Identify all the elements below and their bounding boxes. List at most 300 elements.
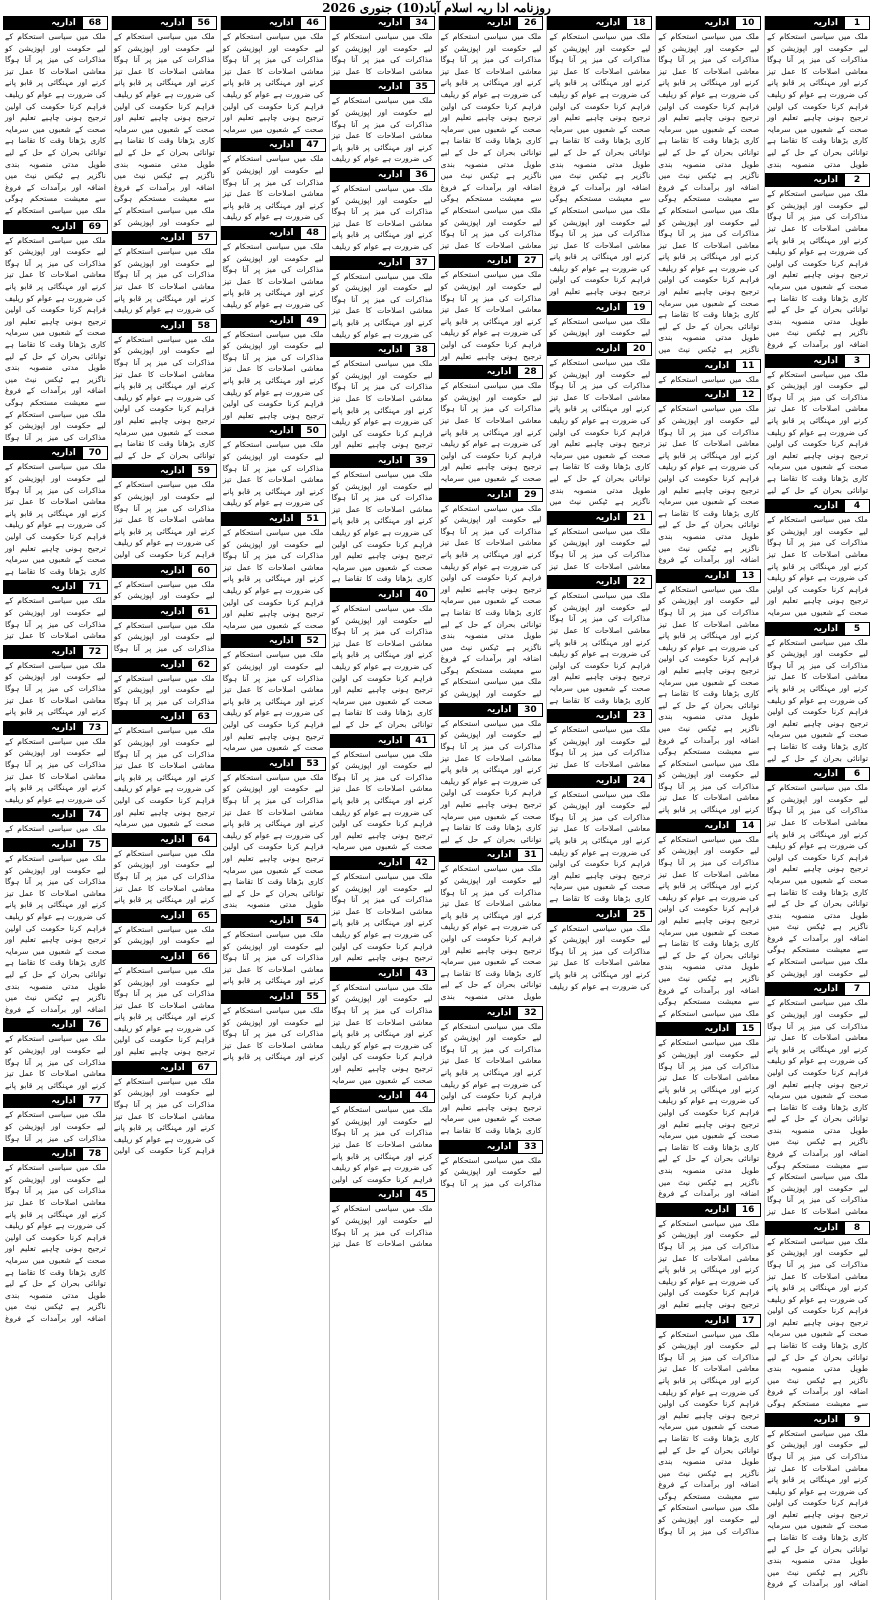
editorial-number: 58 [191, 319, 217, 333]
editorial-text: ملک میں سیاسی استحکام کے لیے حکومت اور اپوزیشن کو مذاکرات کی میز پر آنا ہوگا معاشی اصلاحات کا عمل تیز کرنے اور مہنگائی پر قابو پانے کی ضرورت ہے عوام کو ریلیف [222, 241, 324, 309]
editorial-header [656, 1314, 761, 1328]
editorial-item [112, 833, 217, 906]
editorial-header [656, 359, 761, 373]
editorial-header [3, 721, 108, 735]
editorial-header [439, 703, 544, 717]
newspaper-column [655, 16, 761, 1600]
editorial-text: ملک میں سیاسی استحکام کے لیے حکومت اور اپوزیشن کو مذاکرات کی میز پر آنا ہوگا معاشی اصلاحات کا عمل تیز کرنے اور مہنگائی پر قابو پانے کی ضرورت ہے عوام کو ریلیف فراہم کرنا حکومت کی اولین ترجیح ہونی چاہیے تعلیم اور صحت کے شعبوں میں سرمایہ کاری بڑھانا وقت کا تقاضا ہے توانائی بحران کے حل کے لیے طویل مدتی منصوبہ بندی ناگزیر ہے ٹیکس نیٹ میں اضافہ اور برآمدات کے فروغ [658, 1038, 760, 1199]
editorial-number: 37 [409, 256, 435, 270]
editorial-text: ملک میں سیاسی استحکام کے لیے حکومت اور اپوزیشن کو مذاکرات کی میز پر آنا ہوگا معاشی اصلاحات کا عمل تیز [331, 1204, 433, 1249]
newspaper-column [3, 16, 108, 1600]
editorial-item [112, 658, 217, 708]
editorial-text: ملک میں سیاسی استحکام کے لیے حکومت اور اپوزیشن کو [113, 579, 215, 601]
editorial-number: 40 [409, 588, 435, 602]
editorial-text: ملک میں سیاسی استحکام کے لیے حکومت اور اپوزیشن کو مذاکرات کی میز پر آنا ہوگا معاشی اصلاحات کا عمل تیز کرنے اور مہنگائی پر قابو پانے کی ضرورت ہے عوام کو ریلیف فراہم کرنا حکومت کی اولین ترجیح ہونی چاہیے تعلیم اور [658, 1218, 760, 1309]
editorial-item [3, 580, 108, 641]
editorial-label: اداریہ [51, 839, 76, 850]
editorial-number: 33 [517, 1140, 543, 1154]
editorial-header [221, 138, 326, 152]
editorial-text: ملک میں سیاسی استحکام کے لیے حکومت اور اپوزیشن کو مذاکرات کی میز پر آنا ہوگا معاشی اصلاحات کا عمل تیز کرنے اور مہنگائی پر قابو پانے کی ضرورت ہے عوام کو ریلیف فراہم کرنا حکومت کی اولین [113, 1076, 215, 1156]
editorial-item [330, 343, 435, 451]
editorial-header [439, 365, 544, 379]
editorial-number: 54 [300, 914, 326, 928]
editorial-number: 75 [82, 838, 108, 852]
editorial-header [3, 16, 108, 30]
editorial-label: اداریہ [160, 659, 185, 670]
editorial-number: 22 [626, 575, 652, 589]
editorial-number: 50 [300, 424, 326, 438]
editorial-item [656, 569, 761, 816]
editorial-text: ملک میں سیاسی استحکام کے لیے حکومت اور اپوزیشن کو مذاکرات کی میز پر آنا ہوگا معاشی اصلاحات کا عمل تیز کرنے اور مہنگائی پر قابو پانے کی ضرورت ہے عوام کو ریلیف فراہم کرنا حکومت کی اولین ترجیح ہونی چاہیے تعلیم اور [113, 965, 215, 1057]
editorial-text: ملک میں سیاسی استحکام کے لیے حکومت اور اپوزیشن کو مذاکرات کی میز پر آنا ہوگا معاشی اصلاحات کا عمل تیز کرنے اور مہنگائی پر قابو پانے کی ضرورت ہے عوام کو ریلیف فراہم کرنا حکومت کی اولین ترجیح ہونی چاہیے تعلیم اور صحت کے شعبوں میں سرمایہ کاری بڑھانا وقت کا تقاضا ہے توانائی بحران کے حل کے لیے طویل مدتی منصوبہ بندی ناگزیر ہے ٹیکس نیٹ میں اضافہ اور برآمدات کے فروغ [767, 189, 868, 349]
editorial-number: 60 [191, 564, 217, 578]
editorial-label: اداریہ [377, 257, 403, 268]
page-title: روزنامہ ادا ریہ اسلام آباد(10) جنوری 2026 [322, 1, 551, 15]
editorial-header [221, 16, 326, 30]
editorial-text: ملک میں سیاسی استحکام کے لیے حکومت اور اپوزیشن کو مذاکرات کی میز پر آنا ہوگا معاشی اصلاحات کا عمل تیز کرنے اور مہنگائی پر قابو پانے کی ضرورت ہے عوام کو ریلیف فراہم کرنا حکومت کی اولین ترجیح ہونی چاہیے تعلیم اور صحت کے شعبوں میں سرمایہ کاری بڑھانا وقت کا تقاضا ہے توانائی بحران کے حل کے لیے [767, 637, 868, 763]
editorial-header [112, 909, 217, 923]
editorial-number: 26 [517, 16, 543, 30]
editorial-text: ملک میں سیاسی استحکام کے لیے حکومت اور اپوزیشن کو مذاکرات کی میز پر آنا ہوگا معاشی اصلاحات کا عمل تیز کرنے اور مہنگائی پر قابو پانے کی ضرورت ہے عوام کو ریلیف فراہم کرنا حکومت کی اولین ترجیح ہونی چاہیے تعلیم اور صحت کے شعبوں میں سرمایہ کاری بڑھانا وقت کا تقاضا ہے توانائی بحران کے حل کے لیے طویل مدتی منصوبہ بندی ناگزیر ہے ٹیکس نیٹ میں اضافہ اور برآمدات کے فروغ سے معیشت مستحکم ہوگی ملک میں سیاسی استحکام کے لیے حکومت اور اپوزیشن کو مذاکرات کی میز پر آنا ہوگا معاشی اصلاحات کا عمل تیز کرنے اور مہنگائی پر قابو پانے کی ضرورت ہے عوام کو ریلیف فراہم کرنا حکومت کی اولین ترجیح ہونی چاہیے تعلیم اور صحت کے شعبوں میں سرمایہ کاری بڑھانا وقت کا تقاضا ہے توانائی بحران کے حل کے لیے طویل مدتی منصوبہ بندی ناگزیر ہے ٹیکس نیٹ میں [658, 32, 760, 355]
editorial-text: ملک میں سیاسی استحکام کے لیے حکومت اور اپوزیشن کو مذاکرات کی میز پر آنا ہوگا معاشی اصلاحات کا عمل تیز [331, 32, 433, 76]
editorial-text: ملک میں سیاسی استحکام کے لیے حکومت اور اپوزیشن کو مذاکرات کی میز پر آنا ہوگا معاشی اصلاحات کا عمل تیز کرنے اور مہنگائی پر قابو پانے کی ضرورت ہے عوام کو ریلیف فراہم کرنا حکومت کی اولین [331, 1105, 433, 1184]
editorial-header [112, 231, 217, 245]
editorial-header [765, 982, 870, 996]
editorial-number: 34 [409, 16, 435, 30]
editorial-number: 68 [82, 16, 108, 30]
editorial-item [439, 1140, 544, 1190]
editorial-label: اداریہ [704, 1204, 730, 1215]
editorial-text: ملک میں سیاسی استحکام کے لیے حکومت اور اپوزیشن کو مذاکرات کی میز پر آنا ہوگا [440, 1155, 542, 1188]
editorial-number: 3 [844, 354, 870, 368]
editorial-number: 4 [844, 499, 870, 513]
editorial-label: اداریہ [595, 909, 621, 920]
editorial-number: 7 [844, 982, 870, 996]
editorial-number: 15 [735, 1022, 761, 1036]
editorial-number: 64 [191, 833, 217, 847]
editorial-number: 66 [191, 950, 217, 964]
editorial-header [765, 354, 870, 368]
editorial-number: 8 [844, 1221, 870, 1235]
editorial-number: 25 [626, 908, 652, 922]
editorial-header [3, 580, 108, 594]
editorial-number: 71 [82, 580, 108, 594]
editorial-text: ملک میں سیاسی استحکام کے لیے حکومت اور اپوزیشن کو مذاکرات کی میز پر آنا ہوگا معاشی اصلاحات کا عمل تیز کرنے اور مہنگائی پر قابو پانے کی ضرورت ہے عوام کو ریلیف [331, 271, 433, 339]
editorial-label: اداریہ [704, 360, 730, 371]
editorial-header [765, 173, 870, 187]
editorial-item [3, 721, 108, 806]
editorial-header [3, 220, 108, 234]
editorial-number: 43 [409, 967, 435, 981]
editorial-label: اداریہ [51, 1149, 76, 1160]
editorial-header [221, 424, 326, 438]
editorial-number: 30 [517, 703, 543, 717]
editorial-label: اداریہ [51, 1096, 76, 1107]
editorial-number: 52 [300, 634, 326, 648]
editorial-item [765, 499, 870, 618]
editorial-header [656, 569, 761, 583]
editorial-number: 74 [82, 808, 108, 822]
editorial-text: ملک میں سیاسی استحکام کے لیے حکومت اور اپوزیشن کو مذاکرات کی میز پر آنا ہوگا معاشی اصلاحات کا عمل تیز کرنے اور مہنگائی پر قابو پانے کی ضرورت ہے عوام کو ریلیف فراہم کرنا حکومت کی اولین ترجیح ہونی چاہیے تعلیم اور [222, 329, 324, 420]
editorial-number: 10 [735, 16, 761, 30]
editorial-header [330, 343, 435, 357]
editorial-label: اداریہ [704, 1024, 730, 1035]
editorial-label: اداریہ [269, 140, 294, 151]
editorial-item [3, 808, 108, 835]
editorial-number: 20 [626, 342, 652, 356]
editorial-item [112, 231, 217, 316]
editorial-number: 2 [844, 173, 870, 187]
editorial-header [112, 1061, 217, 1075]
editorial-item [221, 512, 326, 631]
editorial-header [547, 774, 652, 788]
editorial-label: اداریہ [51, 448, 76, 459]
editorial-label: اداریہ [377, 82, 403, 93]
editorial-text: ملک میں سیاسی استحکام کے لیے حکومت اور اپوزیشن کو مذاکرات کی میز پر آنا ہوگا معاشی اصلاحات کا عمل تیز کرنے اور مہنگائی پر قابو پانے کی ضرورت ہے عوام کو ریلیف فراہم کرنا حکومت کی اولین ترجیح ہونی چاہیے تعلیم اور صحت کے شعبوں میں سرمایہ کاری بڑھانا وقت کا تقاضا ہے توانائی بحران کے حل کے لیے طویل مدتی منصوبہ بندی ناگزیر ہے ٹیکس نیٹ میں اضافہ اور برآمدات کے فروغ سے معیشت مستحکم ہوگی ملک میں سیاسی استحکام کے لیے حکومت اور اپوزیشن کو مذاکرات کی میز پر آنا ہوگا معاشی اصلاحات کا عمل تیز کرنے اور مہنگائی پر قابو پانے کی ضرورت ہے عوام کو ریلیف فراہم کرنا حکومت کی اولین ترجیح ہونی چاہیے تعلیم اور [549, 32, 651, 297]
editorial-number: 53 [300, 757, 326, 771]
editorial-item [3, 1018, 108, 1091]
editorial-item [112, 464, 217, 560]
editorial-label: اداریہ [486, 18, 512, 28]
editorial-header [547, 908, 652, 922]
editorial-header [765, 767, 870, 781]
editorial-label: اداریہ [377, 857, 403, 868]
editorial-item [765, 622, 870, 765]
editorial-text: ملک میں سیاسی استحکام کے لیے حکومت اور اپوزیشن کو مذاکرات کی میز پر آنا ہوگا معاشی اصلاحات کا عمل تیز کرنے اور مہنگائی پر قابو پانے کی ضرورت ہے عوام کو ریلیف فراہم کرنا حکومت کی اولین ترجیح ہونی چاہیے تعلیم اور صحت کے شعبوں میں سرمایہ کاری بڑھانا وقت کا تقاضا ہے [549, 591, 651, 705]
editorial-text: ملک میں سیاسی استحکام کے لیے حکومت اور اپوزیشن کو مذاکرات کی میز پر آنا ہوگا معاشی اصلاحات کا عمل تیز کرنے اور مہنگائی پر قابو پانے کی ضرورت ہے عوام کو ریلیف [222, 440, 324, 508]
editorial-item [330, 734, 435, 853]
editorial-label: اداریہ [269, 991, 294, 1002]
editorial-number: 13 [735, 569, 761, 583]
editorial-text: ملک میں سیاسی استحکام کے لیے حکومت اور اپوزیشن کو مذاکرات کی میز پر آنا ہوگا معاشی اصلاحات کا عمل تیز کرنے اور مہنگائی پر قابو پانے [5, 1034, 106, 1090]
editorial-item [3, 645, 108, 718]
editorial-text: ملک میں سیاسی استحکام کے لیے حکومت اور اپوزیشن کو مذاکرات کی میز پر آنا ہوگا معاشی اصلاحات کا عمل تیز کرنے اور مہنگائی پر قابو پانے کی ضرورت ہے عوام کو ریلیف فراہم کرنا حکومت کی اولین ترجیح ہونی چاہیے تعلیم اور صحت کے شعبوں میں سرمایہ کاری بڑھانا وقت کا تقاضا ہے توانائی بحران کے حل کے لیے [767, 369, 868, 495]
editorial-header [547, 709, 652, 723]
editorial-text: ملک میں سیاسی استحکام کے لیے حکومت اور اپوزیشن کو مذاکرات کی میز پر آنا ہوگا معاشی اصلاحات کا عمل تیز کرنے اور مہنگائی پر قابو پانے کی ضرورت ہے عوام کو ریلیف فراہم کرنا حکومت کی اولین ترجیح ہونی چاہیے تعلیم اور صحت کے شعبوں میں سرمایہ کاری بڑھانا وقت کا تقاضا ہے توانائی بحران کے حل کے لیے طویل مدتی منصوبہ بندی ناگزیر ہے ٹیکس نیٹ میں اضافہ اور برآمدات کے فروغ سے معیشت مستحکم ہوگی ملک میں سیاسی استحکام کے [5, 32, 106, 215]
editorial-item [547, 908, 652, 993]
editorial-number: 77 [82, 1094, 108, 1108]
editorial-number: 67 [191, 1061, 217, 1075]
editorial-header [3, 446, 108, 460]
editorial-text: ملک میں سیاسی استحکام کے لیے حکومت اور اپوزیشن کو مذاکرات کی میز پر آنا ہوگا معاشی اصلاحات کا عمل تیز کرنے اور مہنگائی پر قابو پانے کی ضرورت ہے عوام کو ریلیف [222, 154, 324, 222]
editorial-text: ملک میں سیاسی استحکام کے لیے حکومت اور اپوزیشن کو مذاکرات کی میز پر آنا ہوگا معاشی اصلاحات کا عمل تیز کرنے اور مہنگائی پر قابو پانے کی ضرورت ہے عوام کو ریلیف [331, 96, 433, 164]
editorial-text: ملک میں سیاسی استحکام کے لیے حکومت اور اپوزیشن کو مذاکرات کی میز پر آنا ہوگا معاشی اصلاحات کا عمل تیز کرنے اور مہنگائی پر قابو پانے کی ضرورت ہے عوام کو ریلیف فراہم کرنا حکومت کی اولین ترجیح ہونی چاہیے تعلیم اور [331, 359, 433, 450]
editorial-number: 56 [191, 16, 217, 30]
editorial-header [439, 1140, 544, 1154]
editorial-label: اداریہ [486, 489, 512, 500]
editorial-item [221, 424, 326, 509]
editorial-item [330, 1089, 435, 1185]
editorial-number: 28 [517, 365, 543, 379]
editorial-header [765, 1221, 870, 1235]
editorial-label: اداریہ [269, 315, 294, 326]
editorial-number: 65 [191, 909, 217, 923]
editorial-text: ملک میں سیاسی استحکام کے لیے حکومت اور اپوزیشن کو مذاکرات کی میز پر آنا ہوگا [113, 673, 215, 706]
editorial-label: اداریہ [486, 367, 512, 378]
editorial-header [330, 856, 435, 870]
editorial-label: اداریہ [377, 589, 403, 600]
editorial-header [439, 488, 544, 502]
editorial-number: 57 [191, 231, 217, 245]
editorial-label: اداریہ [377, 968, 403, 979]
editorial-header [765, 1413, 870, 1427]
editorial-label: اداریہ [813, 1414, 838, 1425]
editorial-header [112, 833, 217, 847]
editorial-item [765, 16, 870, 170]
editorial-number: 23 [626, 709, 652, 723]
editorial-label: اداریہ [160, 320, 185, 331]
editorial-header [221, 757, 326, 771]
editorial-label: اداریہ [269, 513, 294, 524]
editorial-text: ملک میں سیاسی استحکام کے لیے حکومت اور اپوزیشن کو مذاکرات کی میز پر آنا ہوگا معاشی اصلاحات کا عمل تیز کرنے اور مہنگائی پر قابو پانے کی ضرورت ہے عوام کو ریلیف فراہم کرنا حکومت کی اولین ترجیح ہونی چاہیے تعلیم اور صحت کے شعبوں میں سرمایہ کاری بڑھانا وقت کا تقاضا ہے توانائی بحران کے حل کے لیے طویل مدتی منصوبہ بندی ناگزیر ہے ٹیکس نیٹ میں اضافہ اور برآمدات کے فروغ سے معیشت مستحکم ہوگی ملک میں سیاسی استحکام کے لیے حکومت اور اپوزیشن کو [440, 503, 542, 699]
editorial-header [330, 967, 435, 981]
editorial-header [330, 588, 435, 602]
editorial-item [3, 220, 108, 444]
editorial-header [765, 499, 870, 513]
editorial-item [656, 388, 761, 565]
editorial-label: اداریہ [160, 1062, 185, 1073]
editorial-header [330, 80, 435, 94]
editorial-label: اداریہ [269, 18, 294, 28]
editorial-item [439, 365, 544, 484]
editorial-item [221, 757, 326, 911]
editorial-text: ملک میں سیاسی استحکام کے لیے حکومت اور اپوزیشن کو مذاکرات کی میز پر آنا ہوگا معاشی اصلاحات کا عمل تیز کرنے اور مہنگائی پر قابو پانے کی ضرورت ہے عوام کو ریلیف فراہم کرنا حکومت کی اولین ترجیح ہونی چاہیے تعلیم اور صحت کے شعبوں میں سرمایہ [113, 726, 215, 829]
editorial-item [656, 819, 761, 1020]
editorial-number: 6 [844, 767, 870, 781]
editorial-label: اداریہ [160, 18, 185, 28]
editorial-number: 46 [300, 16, 326, 30]
editorial-item [656, 1314, 761, 1538]
editorial-item [656, 1203, 761, 1311]
editorial-header [439, 254, 544, 268]
editorial-label: اداریہ [160, 712, 185, 723]
editorial-number: 48 [300, 226, 326, 240]
editorial-item [221, 314, 326, 422]
editorial-item [765, 173, 870, 350]
editorial-text: ملک میں سیاسی استحکام کے لیے حکومت اور اپوزیشن کو مذاکرات کی میز پر آنا ہوگا معاشی اصلاحات کا عمل تیز کرنے اور مہنگائی پر قابو پانے [113, 848, 215, 905]
editorial-number: 21 [626, 511, 652, 525]
editorial-number: 29 [517, 488, 543, 502]
editorial-header [112, 950, 217, 964]
editorial-number: 36 [409, 168, 435, 182]
editorial-number: 73 [82, 721, 108, 735]
editorial-item [3, 16, 108, 217]
editorial-number: 55 [300, 990, 326, 1004]
editorial-number: 39 [409, 454, 435, 468]
editorial-number: 14 [735, 819, 761, 833]
editorial-header [112, 658, 217, 672]
newspaper-column [329, 16, 435, 1600]
editorial-text: ملک میں سیاسی استحکام کے لیے حکومت اور اپوزیشن کو مذاکرات کی میز پر آنا ہوگا معاشی اصلاحات کا عمل تیز کرنے اور مہنگائی پر قابو پانے کی ضرورت ہے عوام کو ریلیف فراہم کرنا حکومت کی اولین ترجیح ہونی چاہیے تعلیم اور صحت کے شعبوں میں سرمایہ کاری بڑھانا وقت کا تقاضا ہے توانائی بحران کے حل کے لیے طویل مدتی منصوبہ بندی [222, 772, 324, 910]
editorial-header [330, 256, 435, 270]
editorial-label: اداریہ [595, 577, 621, 588]
editorial-item [547, 511, 652, 572]
editorial-text: ملک میں سیاسی استحکام کے لیے حکومت اور اپوزیشن کو مذاکرات کی میز پر آنا ہوگا [5, 1110, 106, 1143]
editorial-label: اداریہ [704, 820, 730, 831]
editorial-header [330, 1188, 435, 1202]
columns-container [3, 16, 870, 1600]
editorial-text: ملک میں سیاسی استحکام کے لیے حکومت اور اپوزیشن کو مذاکرات کی میز پر آنا ہوگا معاشی اصلاحات کا عمل تیز کرنے اور مہنگائی پر قابو پانے کی ضرورت ہے عوام کو ریلیف فراہم کرنا حکومت کی اولین ترجیح ہونی چاہیے تعلیم اور صحت کے شعبوں میں سرمایہ کاری بڑھانا وقت کا تقاضا ہے [5, 462, 106, 576]
editorial-text: ملک میں سیاسی استحکام کے لیے حکومت اور اپوزیشن کو مذاکرات کی میز پر آنا ہوگا معاشی اصلاحات کا عمل تیز کرنے اور مہنگائی پر قابو پانے کی ضرورت ہے عوام کو ریلیف فراہم کرنا حکومت کی اولین ترجیح ہونی چاہیے تعلیم اور صحت کے شعبوں میں سرمایہ کاری بڑھانا وقت کا تقاضا ہے [440, 1021, 542, 1135]
editorial-label: اداریہ [160, 834, 185, 845]
editorial-item [330, 80, 435, 165]
editorial-number: 51 [300, 512, 326, 526]
editorial-item [112, 16, 217, 228]
editorial-label: اداریہ [595, 343, 621, 354]
editorial-text: ملک میں سیاسی استحکام کے لیے حکومت اور اپوزیشن کو مذاکرات کی میز پر آنا ہوگا معاشی اصلاحات کا عمل تیز کرنے اور مہنگائی پر قابو پانے کی ضرورت ہے عوام کو ریلیف فراہم کرنا حکومت کی اولین ترجیح ہونی چاہیے تعلیم اور صحت کے شعبوں میں سرمایہ کاری بڑھانا وقت کا تقاضا ہے توانائی بحران کے حل کے لیے طویل مدتی منصوبہ بندی [440, 864, 542, 1001]
newspaper-column [438, 16, 544, 1600]
editorial-number: 16 [735, 1203, 761, 1217]
editorial-number: 24 [626, 774, 652, 788]
editorial-item [765, 354, 870, 497]
editorial-text: ملک میں سیاسی استحکام کے لیے حکومت اور اپوزیشن کو مذاکرات کی میز پر آنا ہوگا معاشی اصلاحات کا عمل تیز کرنے اور مہنگائی پر قابو پانے کی ضرورت ہے عوام کو ریلیف فراہم کرنا حکومت کی اولین ترجیح ہونی چاہیے تعلیم اور صحت کے شعبوں میں سرمایہ [331, 982, 433, 1085]
editorial-text: ملک میں سیاسی استحکام کے لیے حکومت اور اپوزیشن کو [113, 924, 215, 946]
editorial-text: ملک میں سیاسی استحکام کے لیے حکومت اور اپوزیشن کو مذاکرات کی میز پر آنا ہوگا معاشی اصلاحات کا عمل تیز کرنے اور مہنگائی پر قابو پانے کی ضرورت ہے عوام کو ریلیف [331, 183, 433, 251]
editorial-label: اداریہ [51, 582, 76, 593]
editorial-label: اداریہ [704, 570, 730, 581]
editorial-item [439, 488, 544, 700]
editorial-header [656, 1203, 761, 1217]
editorial-text: ملک میں سیاسی استحکام کے لیے حکومت اور اپوزیشن کو مذاکرات کی میز پر آنا ہوگا معاشی اصلاحات کا عمل تیز کرنے اور مہنگائی پر قابو پانے کی ضرورت ہے عوام کو ریلیف فراہم کرنا حکومت کی اولین ترجیح ہونی چاہیے تعلیم اور صحت کے شعبوں میں سرمایہ کاری بڑھانا وقت کا تقاضا ہے توانائی بحران کے حل کے لیے طویل مدتی منصوبہ بندی ناگزیر ہے ٹیکس نیٹ میں اضافہ اور برآمدات کے فروغ [658, 404, 760, 565]
editorial-label: اداریہ [813, 1222, 838, 1233]
editorial-header [330, 16, 435, 30]
editorial-item [3, 1094, 108, 1144]
editorial-header [547, 342, 652, 356]
editorial-header [547, 511, 652, 525]
editorial-header [439, 848, 544, 862]
editorial-item [330, 856, 435, 964]
editorial-header [656, 819, 761, 833]
editorial-item [330, 256, 435, 341]
editorial-header [765, 16, 870, 30]
editorial-header [547, 301, 652, 315]
editorial-label: اداریہ [377, 455, 403, 466]
editorial-item [112, 605, 217, 655]
editorial-header [330, 454, 435, 468]
editorial-text: ملک میں سیاسی استحکام کے لیے حکومت اور اپوزیشن کو مذاکرات کی میز پر آنا ہوگا معاشی اصلاحات کا عمل تیز کرنے اور مہنگائی پر قابو پانے کی ضرورت ہے عوام کو ریلیف فراہم کرنا حکومت کی اولین ترجیح ہونی چاہیے تعلیم اور صحت کے شعبوں میں سرمایہ کاری بڑھانا وقت کا تقاضا ہے توانائی بحران کے حل کے لیے طویل مدتی منصوبہ بندی ناگزیر ہے ٹیکس نیٹ میں اضافہ اور برآمدات کے فروغ سے معیشت مستحکم ہوگی ملک میں سیاسی استحکام کے لیے حکومت اور اپوزیشن کو مذاکرات کی میز پر آنا ہوگا معاشی اصلاحات کا عمل تیز [440, 32, 542, 250]
editorial-label: اداریہ [51, 810, 76, 821]
editorial-item [439, 848, 544, 1002]
editorial-header [112, 319, 217, 333]
editorial-header [112, 16, 217, 30]
editorial-number: 63 [191, 710, 217, 724]
editorial-item [656, 16, 761, 356]
editorial-label: اداریہ [704, 18, 730, 28]
editorial-number: 49 [300, 314, 326, 328]
editorial-header [3, 808, 108, 822]
editorial-item [221, 914, 326, 987]
editorial-text: ملک میں سیاسی استحکام کے لیے حکومت اور اپوزیشن کو [549, 316, 651, 338]
editorial-label: اداریہ [595, 302, 621, 313]
editorial-text: ملک میں سیاسی استحکام کے لیے حکومت اور اپوزیشن کو مذاکرات کی میز پر آنا ہوگا معاشی اصلاحات کا عمل تیز کرنے اور مہنگائی پر قابو پانے [222, 1005, 324, 1062]
editorial-text: ملک میں سیاسی استحکام کے لیے حکومت اور اپوزیشن کو مذاکرات کی میز پر آنا ہوگا معاشی اصلاحات کا عمل تیز کرنے اور مہنگائی پر قابو پانے کی ضرورت ہے عوام کو ریلیف فراہم کرنا حکومت کی اولین ترجیح ہونی چاہیے تعلیم اور صحت کے شعبوں میں سرمایہ کاری بڑھانا وقت کا تقاضا ہے توانائی بحران کے حل کے لیے [113, 334, 215, 460]
editorial-label: اداریہ [486, 704, 512, 715]
editorial-text: ملک میں سیاسی استحکام کے لیے حکومت اور اپوزیشن کو مذاکرات کی میز پر آنا ہوگا معاشی اصلاحات کا عمل تیز کرنے اور مہنگائی پر قابو پانے کی ضرورت ہے عوام کو ریلیف فراہم کرنا حکومت کی اولین ترجیح ہونی چاہیے تعلیم اور صحت کے شعبوں میں سرمایہ [767, 515, 868, 617]
editorial-header [221, 914, 326, 928]
editorial-label: اداریہ [595, 512, 621, 523]
editorial-label: اداریہ [813, 623, 838, 634]
editorial-text: ملک میں سیاسی استحکام کے لیے حکومت اور اپوزیشن کو مذاکرات کی میز پر آنا ہوگا معاشی اصلاحات کا عمل تیز کرنے اور مہنگائی پر قابو پانے کی ضرورت ہے عوام کو ریلیف [549, 923, 651, 991]
editorial-item [547, 709, 652, 770]
editorial-text: ملک میں سیاسی استحکام کے لیے حکومت اور اپوزیشن کو مذاکرات کی میز پر آنا ہوگا معاشی اصلاحات کا عمل تیز کرنے اور مہنگائی پر قابو پانے کی ضرورت ہے عوام کو ریلیف فراہم کرنا حکومت کی اولین ترجیح ہونی چاہیے تعلیم اور صحت کے شعبوں میں سرمایہ کاری بڑھانا وقت کا تقاضا ہے توانائی بحران کے حل کے لیے طویل مدتی منصوبہ بندی ناگزیر ہے ٹیکس نیٹ میں اضافہ اور برآمدات کے فروغ سے معیشت مستحکم ہوگی ملک میں سیاسی استحکام کے لیے حکومت اور اپوزیشن کو [767, 783, 868, 978]
editorial-number: 44 [409, 1089, 435, 1103]
editorial-header [330, 1089, 435, 1103]
editorial-label: اداریہ [813, 18, 838, 28]
editorial-label: اداریہ [595, 775, 621, 786]
editorial-text: ملک میں سیاسی استحکام کے لیے حکومت اور اپوزیشن کو مذاکرات کی میز پر آنا ہوگا معاشی اصلاحات کا عمل تیز کرنے اور مہنگائی پر قابو پانے [5, 660, 106, 717]
editorial-text: ملک میں سیاسی استحکام کے لیے حکومت اور اپوزیشن کو مذاکرات کی میز پر آنا ہوگا معاشی اصلاحات کا عمل تیز [549, 526, 651, 571]
editorial-number: 59 [191, 464, 217, 478]
editorial-item [112, 950, 217, 1058]
editorial-header [656, 16, 761, 30]
editorial-number: 41 [409, 734, 435, 748]
editorial-text: ملک میں سیاسی استحکام کے لیے حکومت اور اپوزیشن کو مذاکرات کی میز پر آنا ہوگا معاشی اصلاحات کا عمل تیز کرنے اور مہنگائی پر قابو پانے کی ضرورت ہے عوام کو ریلیف فراہم کرنا حکومت کی اولین ترجیح ہونی چاہیے تعلیم اور صحت کے شعبوں میں سرمایہ کاری بڑھانا وقت کا تقاضا ہے توانائی بحران کے حل کے لیے طویل مدتی منصوبہ بندی ناگزیر ہے ٹیکس نیٹ میں اضافہ اور برآمدات کے فروغ [5, 1163, 106, 1323]
editorial-text: ملک میں سیاسی استحکام کے لیے حکومت اور اپوزیشن کو مذاکرات کی میز پر آنا ہوگا معاشی اصلاحات کا عمل تیز کرنے اور مہنگائی پر قابو پانے کی ضرورت ہے عوام کو ریلیف فراہم کرنا حکومت کی اولین ترجیح ہونی چاہیے تعلیم اور صحت کے شعبوں میں سرمایہ کاری بڑھانا وقت کا تقاضا ہے توانائی بحران کے حل کے لیے [331, 603, 433, 729]
editorial-label: اداریہ [813, 769, 838, 780]
editorial-header [112, 605, 217, 619]
editorial-item [439, 1006, 544, 1137]
editorial-item [547, 16, 652, 298]
editorial-item [330, 967, 435, 1086]
editorial-text: ملک میں سیاسی استحکام کے لیے حکومت اور اپوزیشن کو مذاکرات کی میز پر آنا ہوگا معاشی اصلاحات کا عمل تیز کرنے اور مہنگائی پر قابو پانے کی ضرورت ہے عوام کو ریلیف فراہم کرنا حکومت کی اولین [113, 480, 215, 559]
editorial-item [330, 168, 435, 253]
editorial-item [439, 254, 544, 362]
editorial-text: ملک میں سیاسی استحکام کے لیے حکومت اور اپوزیشن کو مذاکرات کی میز پر آنا ہوگا معاشی اصلاحات کا عمل تیز کرنے اور مہنگائی پر قابو پانے کی ضرورت ہے عوام کو ریلیف فراہم کرنا حکومت کی اولین ترجیح ہونی چاہیے تعلیم اور صحت کے شعبوں میں سرمایہ [440, 381, 542, 483]
newspaper-column [111, 16, 217, 1600]
editorial-text: ملک میں سیاسی استحکام کے لیے حکومت اور اپوزیشن کو مذاکرات کی میز پر آنا ہوگا معاشی اصلاحات کا عمل تیز کرنے اور مہنگائی پر قابو پانے کی ضرورت ہے عوام کو ریلیف فراہم کرنا حکومت کی اولین ترجیح ہونی چاہیے تعلیم اور صحت کے شعبوں میں سرمایہ کاری بڑھانا وقت کا تقاضا ہے توانائی بحران کے حل کے لیے طویل مدتی منصوبہ بندی ناگزیر ہے ٹیکس نیٹ میں اضافہ اور برآمدات کے فروغ سے معیشت مستحکم ہوگی [767, 1236, 868, 1409]
editorial-number: 78 [82, 1147, 108, 1161]
editorial-text: ملک میں سیاسی استحکام کے [658, 374, 760, 384]
editorial-label: اداریہ [269, 636, 294, 647]
editorial-label: اداریہ [51, 1020, 76, 1031]
editorial-text: ملک میں سیاسی استحکام کے لیے حکومت اور اپوزیشن کو مذاکرات کی میز پر آنا ہوگا معاشی اصلاحات کا عمل تیز کرنے اور مہنگائی پر قابو پانے کی ضرورت ہے عوام کو ریلیف [5, 736, 106, 804]
editorial-text: ملک میں سیاسی استحکام کے لیے حکومت اور اپوزیشن کو مذاکرات کی میز پر آنا ہوگا معاشی اصلاحات کا عمل تیز کرنے اور مہنگائی پر قابو پانے کی ضرورت ہے عوام کو ریلیف فراہم کرنا حکومت کی اولین ترجیح ہونی چاہیے تعلیم اور [440, 270, 542, 361]
editorial-header [547, 16, 652, 30]
editorial-text: ملک میں سیاسی استحکام کے [5, 824, 106, 834]
editorial-item [330, 1188, 435, 1249]
editorial-text: ملک میں سیاسی استحکام کے لیے حکومت اور اپوزیشن کو مذاکرات کی میز پر آنا ہوگا معاشی اصلاحات کا عمل تیز کرنے اور مہنگائی پر قابو پانے کی ضرورت ہے عوام کو ریلیف فراہم کرنا حکومت کی اولین ترجیح ہونی چاہیے تعلیم اور صحت کے شعبوں میں سرمایہ کاری بڑھانا وقت کا تقاضا ہے توانائی بحران کے حل کے لیے طویل مدتی منصوبہ بندی ناگزیر ہے ٹیکس نیٹ میں اضافہ اور برآمدات کے فروغ [767, 1428, 868, 1589]
editorial-number: 62 [191, 658, 217, 672]
editorial-label: اداریہ [160, 951, 185, 962]
editorial-label: اداریہ [813, 984, 838, 995]
editorial-number: 72 [82, 645, 108, 659]
editorial-header [112, 710, 217, 724]
editorial-label: اداریہ [160, 466, 185, 477]
editorial-number: 11 [735, 359, 761, 373]
editorial-header [221, 634, 326, 648]
editorial-label: اداریہ [160, 606, 185, 617]
editorial-label: اداریہ [595, 18, 621, 28]
editorial-number: 47 [300, 138, 326, 152]
editorial-label: اداریہ [813, 355, 838, 366]
editorial-item [330, 588, 435, 731]
editorial-text: ملک میں سیاسی استحکام کے لیے حکومت اور اپوزیشن کو مذاکرات کی میز پر آنا ہوگا معاشی اصلاحات کا عمل تیز کرنے اور مہنگائی پر قابو پانے کی ضرورت ہے عوام کو ریلیف فراہم کرنا حکومت کی اولین ترجیح ہونی چاہیے تعلیم اور صحت کے شعبوں میں سرمایہ کاری بڑھانا وقت کا تقاضا ہے توانائی بحران کے حل کے لیے طویل مدتی منصوبہ بندی [767, 32, 868, 169]
editorial-item [765, 767, 870, 979]
editorial-number: 31 [517, 848, 543, 862]
editorial-text: ملک میں سیاسی استحکام کے لیے حکومت اور اپوزیشن کو مذاکرات کی میز پر آنا ہوگا معاشی اصلاحات کا عمل تیز کرنے اور مہنگائی پر قابو پانے کی ضرورت ہے عوام کو ریلیف فراہم کرنا حکومت کی اولین ترجیح ہونی چاہیے تعلیم اور صحت کے شعبوں میں سرمایہ [222, 32, 324, 134]
editorial-header [765, 622, 870, 636]
editorial-number: 69 [82, 220, 108, 234]
editorial-header [3, 1147, 108, 1161]
editorial-item [656, 1022, 761, 1199]
newspaper-column [220, 16, 326, 1600]
editorial-item [765, 1413, 870, 1590]
editorial-label: اداریہ [377, 345, 403, 356]
editorial-label: اداریہ [704, 390, 730, 401]
editorial-header [330, 168, 435, 182]
editorial-number: 1 [844, 16, 870, 30]
editorial-item [3, 838, 108, 1015]
